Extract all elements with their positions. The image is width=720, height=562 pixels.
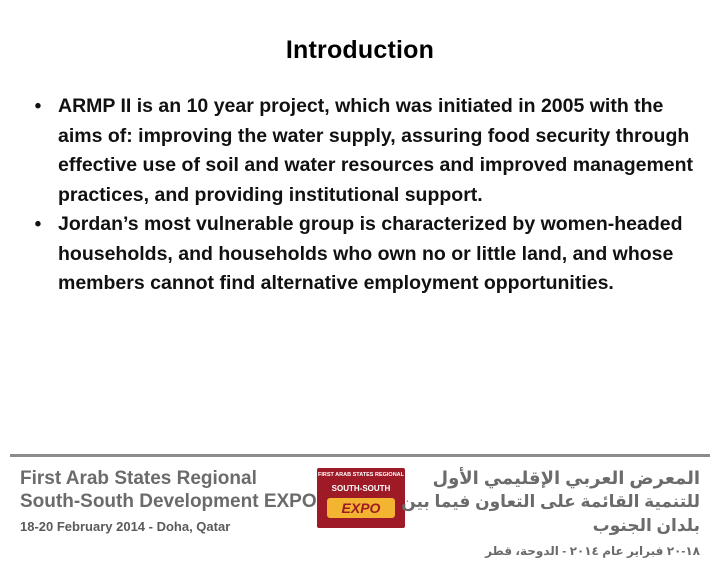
bullet-list (30, 92, 700, 299)
expo-logo-south-south: SOUTH-SOUTH (331, 484, 391, 493)
bullet-text: Jordan’s most vulnerable group is characterized by women-headed households, and households who own no or little land, and whose members cannot find alternative employment opportunities. (58, 213, 683, 294)
footer-en-title: First Arab States Regional (20, 468, 257, 489)
bullet-item (30, 210, 700, 299)
footer-en-subtitle: South-South Development EXPO (20, 491, 317, 512)
footer-ar-title: المعرض العربي الإقليمي الأول (432, 468, 700, 488)
footer-divider (10, 454, 710, 457)
expo-logo (317, 468, 405, 528)
footer-ar-date: ١٨-٢٠ فبراير عام ٢٠١٤ - الدوحة، قطر (485, 544, 700, 558)
footer-ar-subtitle: للتنمية القائمة على التعاون فيما بين بلدان الجنوب (401, 492, 700, 535)
bullet-icon: • (34, 96, 42, 117)
bullet-text: ARMP II is an 10 year project, which was initiated in 2005 with the aims of: improving the water supply, assuring food security through effective use of soil and water resources and improved management practices, and providing institutional support. (58, 95, 694, 206)
footer-banner (10, 460, 710, 558)
slide-title: Introduction (285, 36, 435, 64)
expo-logo-wordmark: EXPO (327, 498, 395, 518)
footer-english-block (20, 467, 317, 538)
bullet-item (30, 92, 700, 210)
footer-arabic-block (400, 466, 700, 562)
expo-logo-caption: FIRST ARAB STATES REGIONAL (317, 472, 405, 478)
footer-en-date: 18-20 February 2014 - Doha, Qatar (20, 519, 231, 534)
bullet-icon: • (34, 214, 42, 235)
